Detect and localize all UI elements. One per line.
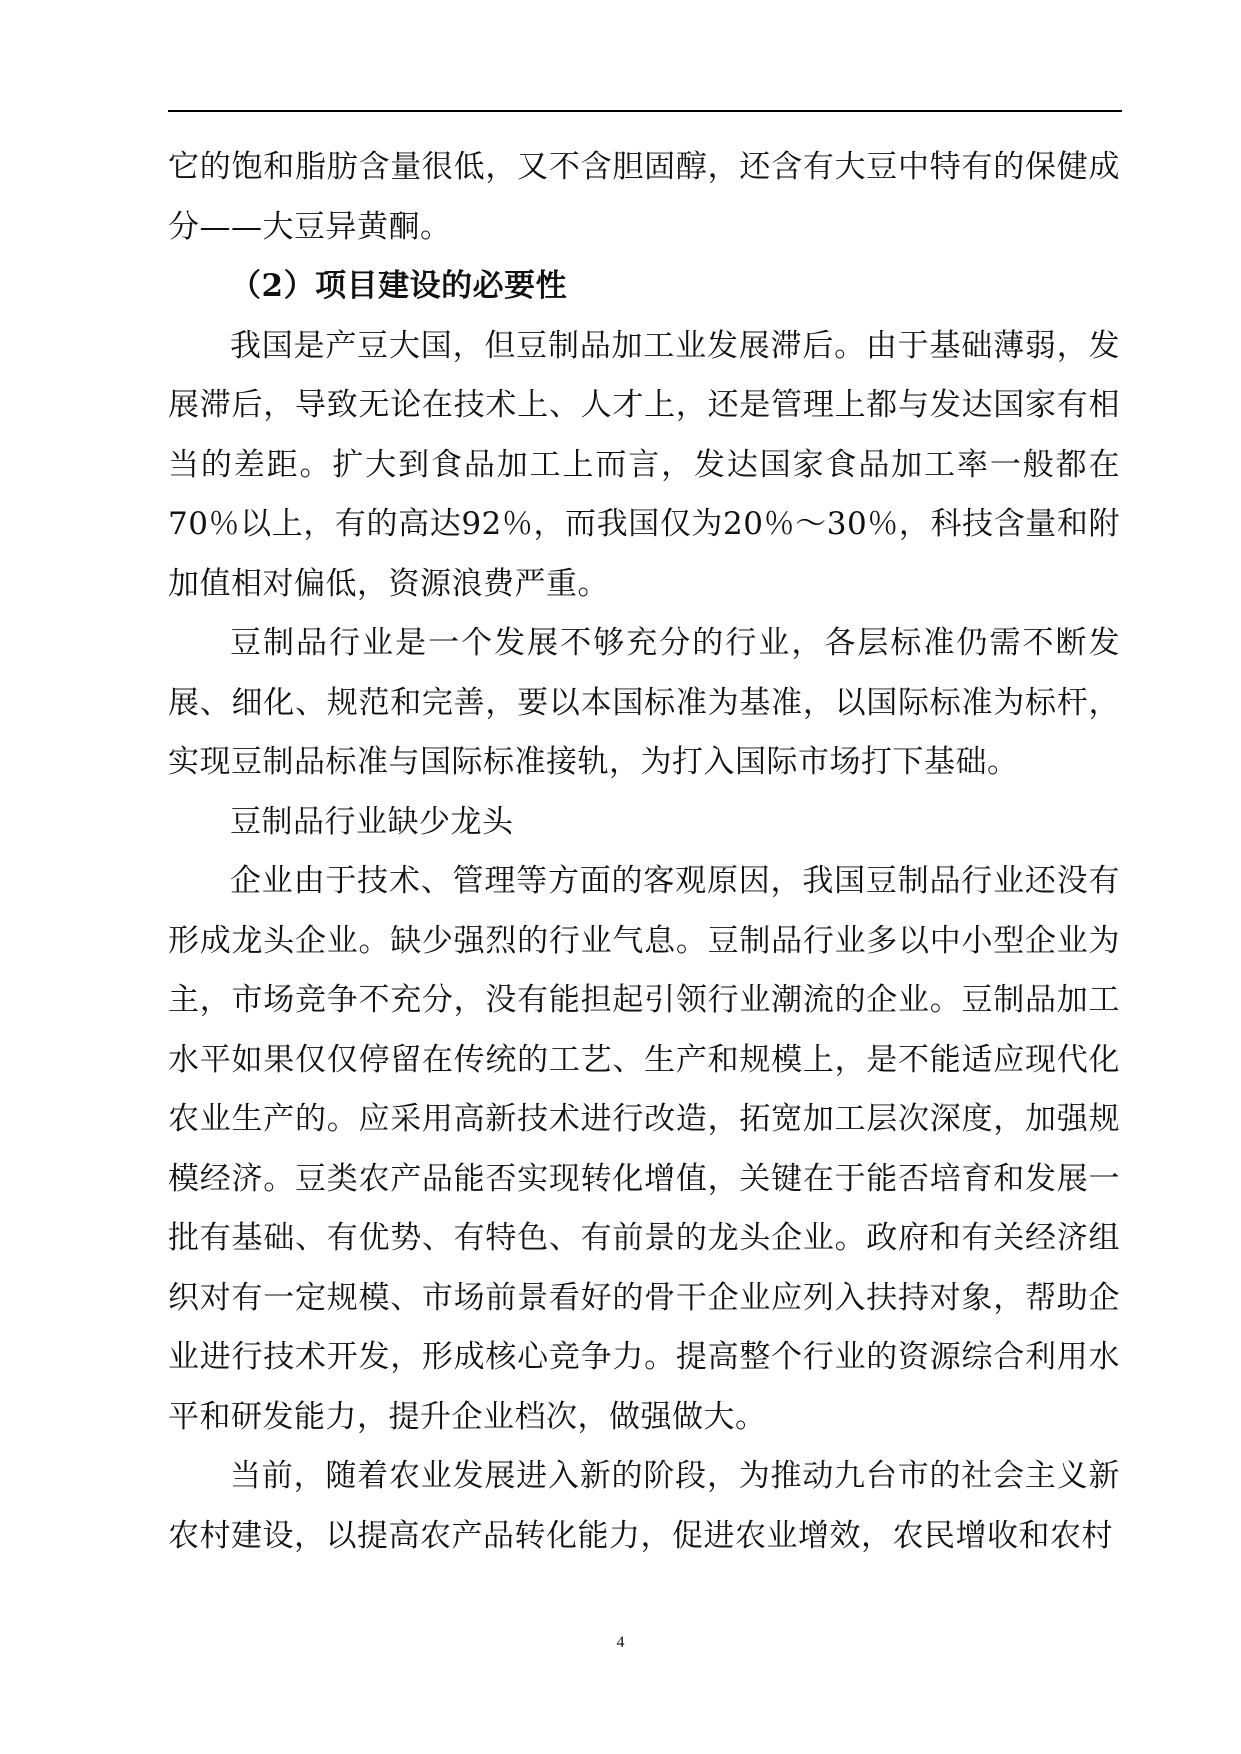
paragraph-industry-lag: 我国是产豆大国，但豆制品加工业发展滞后。由于基础薄弱，发展滞后，导致无论在技术上、人才上，还是管理上都与发达国家有相当的差距。扩大到食品加工上而言，发达国家食品加工率一般都在70％以上，有的高达92％，而我国仅为20％～30％，科技含量和附加值相对偏低，资源浪费严重。 <box>168 327 1120 602</box>
paragraph-current-situation: 当前，随着农业发展进入新的阶段，为推动九台市的社会主义新农村建设，以提高农产品转化能力，促进农业增效，农民增收和农村 <box>168 1458 1120 1554</box>
paragraph-leading-enterprises: 企业由于技术、管理等方面的客观原因，我国豆制品行业还没有形成龙头企业。缺少强烈的行业气息。豆制品行业多以中小型企业为主，市场竞争不充分，没有能担起引领行业潮流的企业。豆制品加工水平如果仅仅停留在传统的工艺、生产和规模上，是不能适应现代化农业生产的。应采用高新技术进行改造，拓宽加工层次深度，加强规模经济。豆类农产品能否实现转化增值，关键在于能否培育和发展一批有基础、有优势、有特色、有前景的龙头企业。政府和有关经济组织对有一定规模、市场前景看好的骨干企业应列入扶持对象，帮助企业进行技术开发，形成核心竞争力。提高整个行业的资源综合利用水平和研发能力，提升企业档次，做强做大。 <box>168 863 1120 1435</box>
page-number: 4 <box>616 1634 625 1651</box>
paragraph-lack-of-leaders: 豆制品行业缺少龙头 <box>230 803 514 840</box>
paragraph-standards: 豆制品行业是一个发展不够充分的行业，各层标准仍需不断发展、细化、规范和完善，要以本国标准为基准，以国际标准为标杆，实现豆制品标准与国际标准接轨，为打入国际市场打下基础。 <box>168 625 1120 780</box>
header-rule <box>168 110 1122 112</box>
paragraph-continuation: 它的饱和脂肪含量很低，又不含胆固醇，还含有大豆中特有的保健成分——大豆异黄酮。 <box>168 149 1120 245</box>
section-heading-necessity: （2）项目建设的必要性 <box>230 268 568 304</box>
document-body <box>168 138 1120 1566</box>
